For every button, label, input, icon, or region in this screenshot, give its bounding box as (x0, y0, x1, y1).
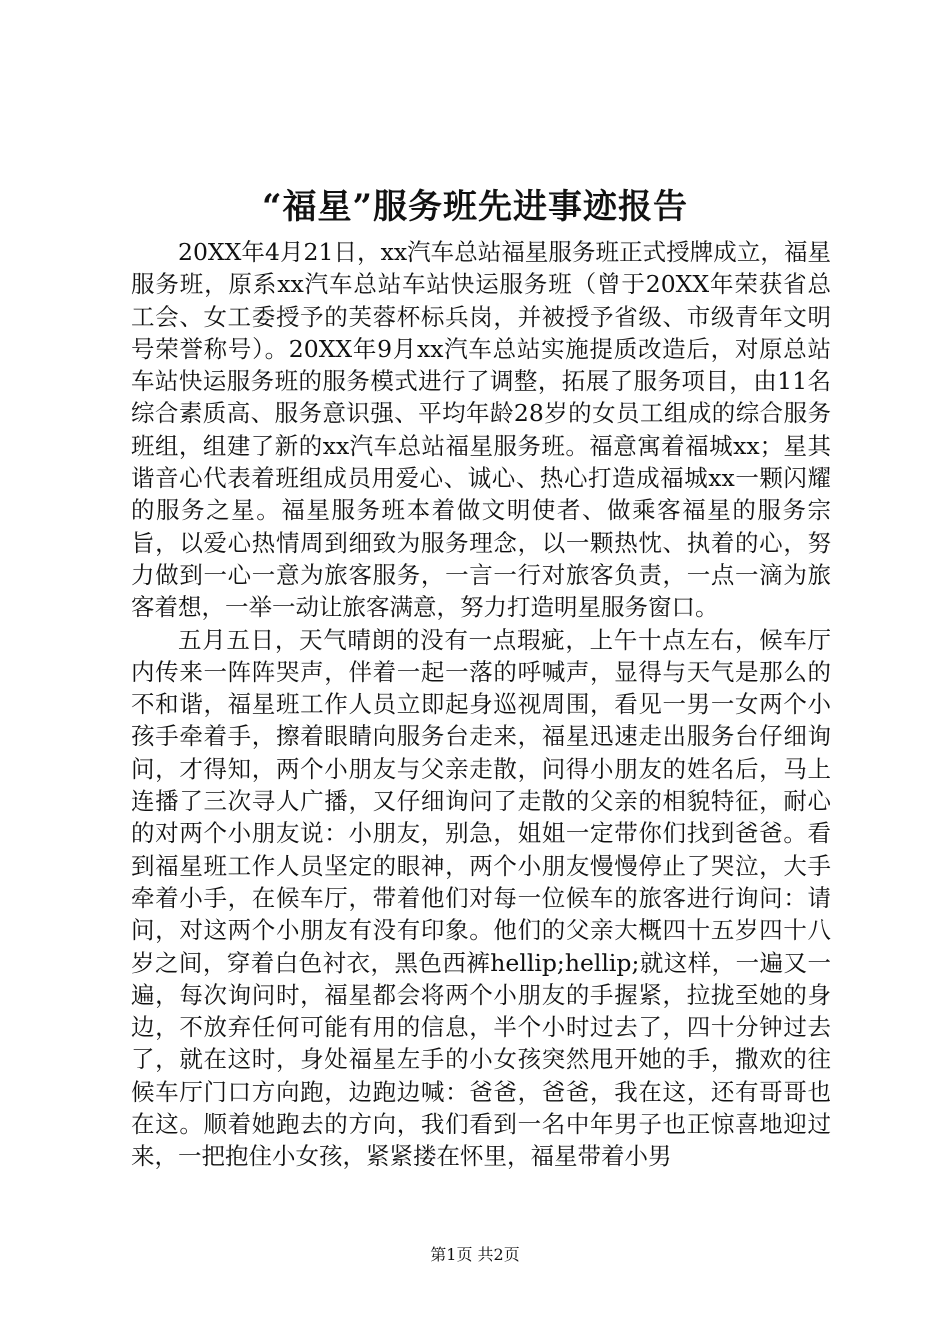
document-title: “福星”服务班先进事迹报告 (261, 187, 689, 227)
page-footer: 第1页 共2页 (430, 1245, 520, 1264)
document-body (131, 236, 831, 1173)
paragraph-1: 20XX年4月21日，xx汽车总站福星服务班正式授牌成立，福星服务班，原系xx汽车总站车站快运服务班（曾于20XX年荣获省总工会、女工委授予的芙蓉杯标兵岗，并被授予省级、市级青年文明号荣誉称号）。20XX年9月xx汽车总站实施提质改造后，对原总站车站快运服务班的服务模式进行了调整，拓展了服务项目，由11名综合素质高、服务意识强、平均年龄28岁的女员工组成的综合服务班组，组建了新的xx汽车总站福星服务班。福意寓着福城xx；星其谐音心代表着班组成员用爱心、诚心、热心打造成福城xx一颗闪耀的服务之星。福星服务班本着做文明使者、做乘客福星的服务宗旨，以爱心热情周到细致为服务理念，以一颗热忱、执着的心，努力做到一心一意为旅客服务，一言一行对旅客负责，一点一滴为旅客着想，一举一动让旅客满意，努力打造明星服务窗口。 (131, 238, 831, 622)
paragraph-2: 五月五日，天气晴朗的没有一点瑕疵，上午十点左右，候车厅内传来一阵阵哭声，伴着一起一落的呼喊声，显得与天气是那么的不和谐，福星班工作人员立即起身巡视周围，看见一男一女两个小孩手牵着手，擦着眼睛向服务台走来，福星迅速走出服务台仔细询问，才得知，两个小朋友与父亲走散，问得小朋友的姓名后，马上连播了三次寻人广播，又仔细询问了走散的父亲的相貌特征，耐心的对两个小朋友说：小朋友，别急，姐姐一定带你们找到爸爸。看到福星班工作人员坚定的眼神，两个小朋友慢慢停止了哭泣，大手牵着小手，在候车厅，带着他们对每一位候车的旅客进行询问：请问，对这两个小朋友有没有印象。他们的父亲大概四十五岁四十八岁之间，穿着白色衬衣，黑色西裤hellip;hellip;就这样，一遍又一遍，每次询问时，福星都会将两个小朋友的手握紧，拉拢至她的身边，不放弃任何可能有用的信息，半个小时过去了，四十分钟过去了，就在这时，身处福星左手的小女孩突然甩开她的手，撒欢的往候车厅门口方向跑，边跑边喊：爸爸，爸爸，我在这，还有哥哥也在这。顺着她跑去的方向，我们看到一名中年男子也正惊喜地迎过来，一把抱住小女孩，紧紧搂在怀里，福星带着小男 (131, 625, 831, 1171)
